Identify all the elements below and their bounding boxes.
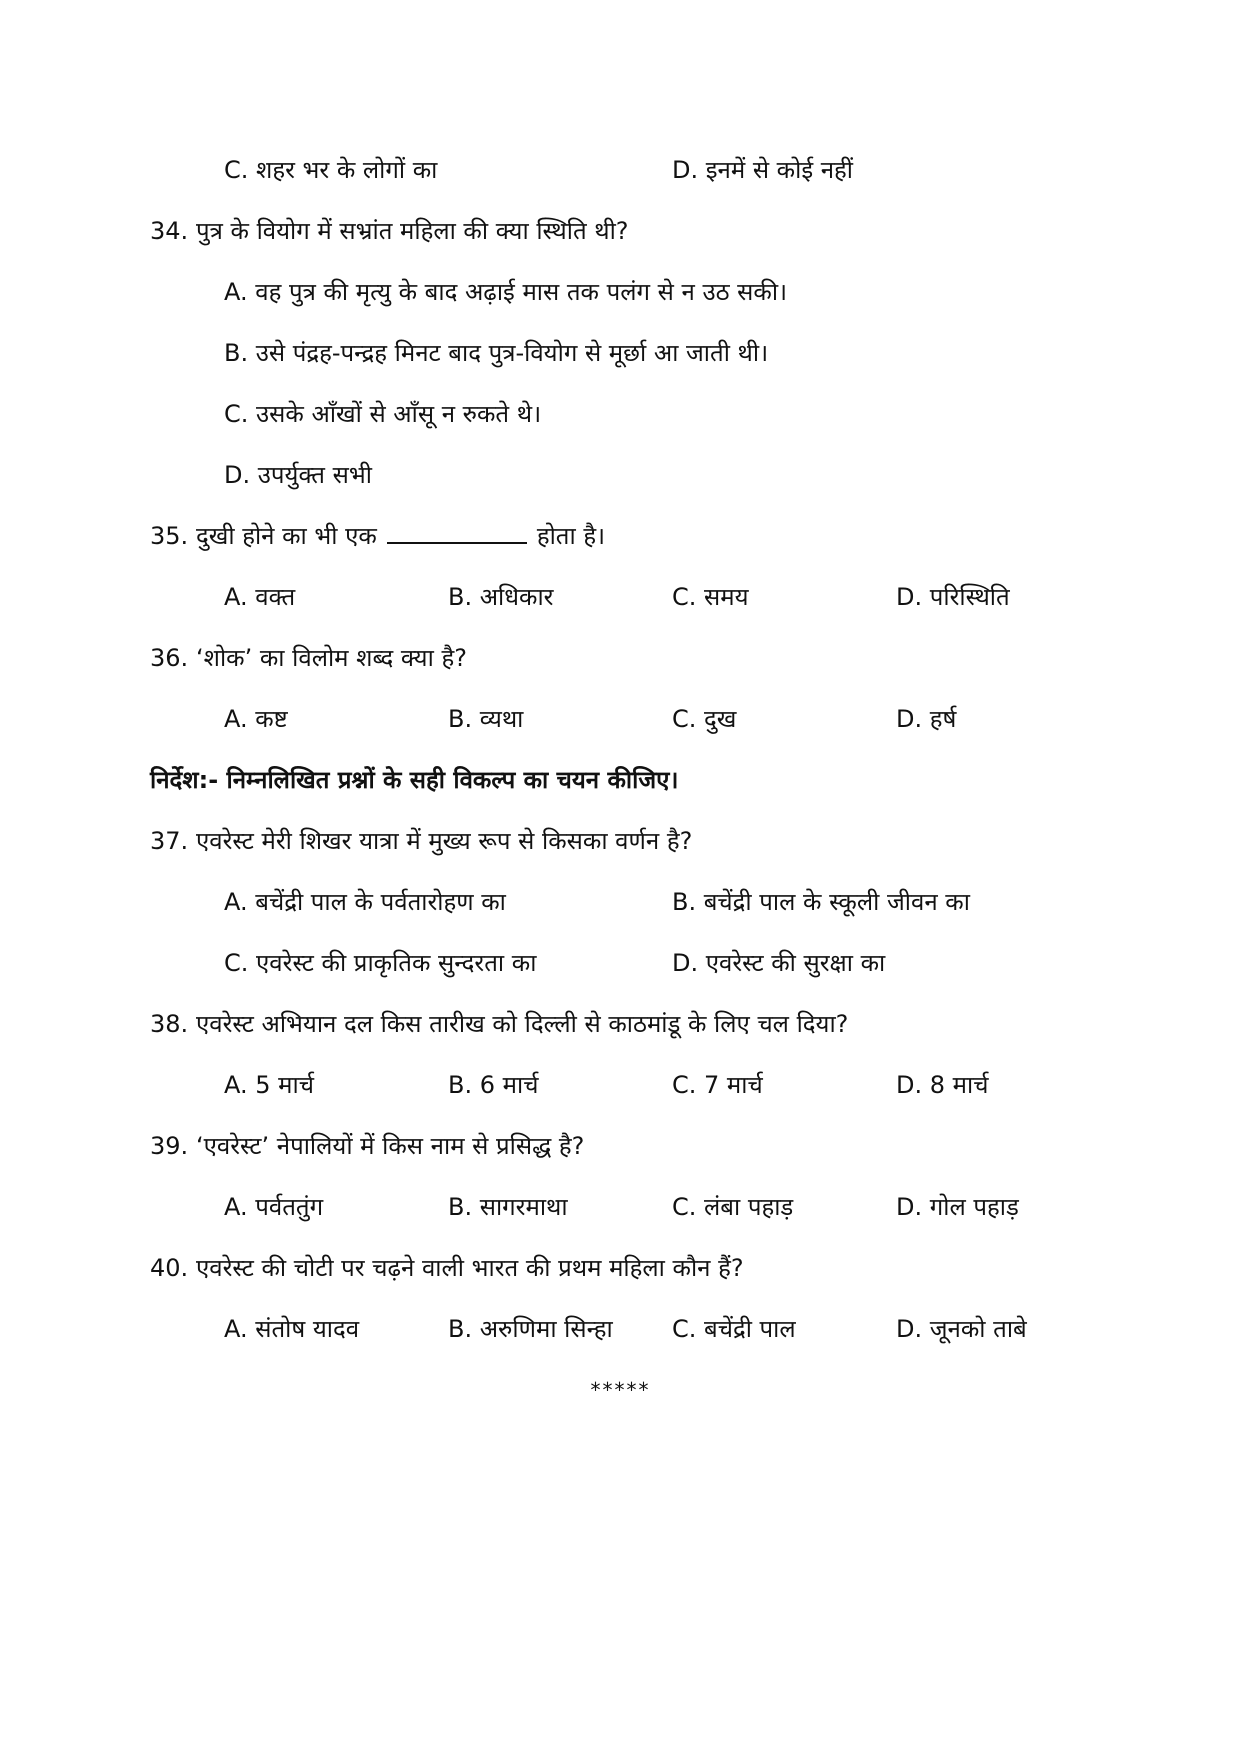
question-number: 35. <box>150 522 189 550</box>
q40-options-row <box>0 1309 1241 1349</box>
question-number: 39. <box>150 1132 189 1160</box>
question-text <box>196 516 605 556</box>
q37-question <box>0 821 1241 861</box>
q34-question <box>0 211 1241 251</box>
question-text: ‘एवरेस्ट’ नेपालियों में किस नाम से प्रसिद्ध है? <box>196 1132 585 1160</box>
q34-option-c: C. उसके आँखों से आँसू न रुकते थे। <box>224 400 542 428</box>
q38-question <box>0 1004 1241 1044</box>
q35-option-a: A. वक्त <box>224 583 296 611</box>
q34-option-c-row <box>0 394 1241 434</box>
q40-question <box>0 1248 1241 1288</box>
instruction-row <box>0 760 1241 800</box>
q39-option-b: B. सागरमाथा <box>448 1193 568 1221</box>
q36-option-b: B. व्यथा <box>448 705 524 733</box>
question-number: 36. <box>150 644 189 672</box>
q40-option-a: A. संतोष यादव <box>224 1315 360 1343</box>
question-number: 34. <box>150 217 189 245</box>
q36-option-c: C. दुख <box>672 705 737 733</box>
q35-options-row <box>0 577 1241 617</box>
question-number: 38. <box>150 1010 189 1038</box>
q35-option-c: C. समय <box>672 583 749 611</box>
q33-option-c: C. शहर भर के लोगों का <box>224 156 438 184</box>
question-text-before: दुखी होने का भी एक <box>196 522 377 550</box>
q38-options-row <box>0 1065 1241 1105</box>
q33-options-row <box>0 150 1241 190</box>
q34-option-a: A. वह पुत्र की मृत्यु के बाद अढ़ाई मास तक पलंग से न उठ सकी। <box>224 278 788 306</box>
q40-option-c: C. बचेंद्री पाल <box>672 1315 796 1343</box>
q34-option-b-row <box>0 333 1241 373</box>
question-number: 40. <box>150 1254 189 1282</box>
q38-option-c: C. 7 मार्च <box>672 1071 763 1099</box>
question-text: ‘शोक’ का विलोम शब्द क्या है? <box>196 644 467 672</box>
q38-option-a: A. 5 मार्च <box>224 1071 314 1099</box>
q34-option-d: D. उपर्युक्त सभी <box>224 461 372 489</box>
end-mark-row <box>0 1370 1241 1410</box>
q39-question <box>0 1126 1241 1166</box>
q37-option-d: D. एवरेस्ट की सुरक्षा का <box>672 949 886 977</box>
end-mark: ***** <box>590 1378 651 1402</box>
q36-question <box>0 638 1241 678</box>
q34-option-a-row <box>0 272 1241 312</box>
q36-option-a: A. कष्ट <box>224 705 288 733</box>
question-text-after: होता है। <box>536 522 606 550</box>
q36-option-d: D. हर्ष <box>896 705 957 733</box>
q39-option-d: D. गोल पहाड़ <box>896 1193 1019 1221</box>
q35-option-b: B. अधिकार <box>448 583 554 611</box>
q40-option-b: B. अरुणिमा सिन्हा <box>448 1315 613 1343</box>
instruction-heading: निर्देश:- निम्नलिखित प्रश्नों के सही विकल्प का चयन कीजिए। <box>150 766 679 794</box>
q37-option-a: A. बचेंद्री पाल के पर्वतारोहण का <box>224 888 506 916</box>
fill-blank <box>387 518 527 544</box>
question-number: 37. <box>150 827 189 855</box>
q37-option-b: B. बचेंद्री पाल के स्कूली जीवन का <box>672 888 970 916</box>
q35-question <box>0 516 1241 556</box>
question-text: एवरेस्ट मेरी शिखर यात्रा में मुख्य रूप से किसका वर्णन है? <box>196 827 693 855</box>
q37-options-row-1 <box>0 882 1241 922</box>
q40-option-d: D. जूनको ताबे <box>896 1315 1027 1343</box>
q38-option-d: D. 8 मार्च <box>896 1071 989 1099</box>
q39-option-a: A. पर्वततुंग <box>224 1193 324 1221</box>
q39-option-c: C. लंबा पहाड़ <box>672 1193 794 1221</box>
q33-option-d: D. इनमें से कोई नहीं <box>672 156 854 184</box>
q36-options-row <box>0 699 1241 739</box>
question-text: पुत्र के वियोग में सभ्रांत महिला की क्या स्थिति थी? <box>196 217 629 245</box>
q37-option-c: C. एवरेस्ट की प्राकृतिक सुन्दरता का <box>224 949 537 977</box>
q35-option-d: D. परिस्थिति <box>896 583 1010 611</box>
q34-option-b: B. उसे पंद्रह-पन्द्रह मिनट बाद पुत्र-वियोग से मूर्छा आ जाती थी। <box>224 339 769 367</box>
q38-option-b: B. 6 मार्च <box>448 1071 539 1099</box>
q39-options-row <box>0 1187 1241 1227</box>
question-text: एवरेस्ट अभियान दल किस तारीख को दिल्ली से काठमांडू के लिए चल दिया? <box>196 1010 849 1038</box>
question-text: एवरेस्ट की चोटी पर चढ़ने वाली भारत की प्रथम महिला कौन हैं? <box>196 1254 744 1282</box>
q37-options-row-2 <box>0 943 1241 983</box>
q34-option-d-row <box>0 455 1241 495</box>
